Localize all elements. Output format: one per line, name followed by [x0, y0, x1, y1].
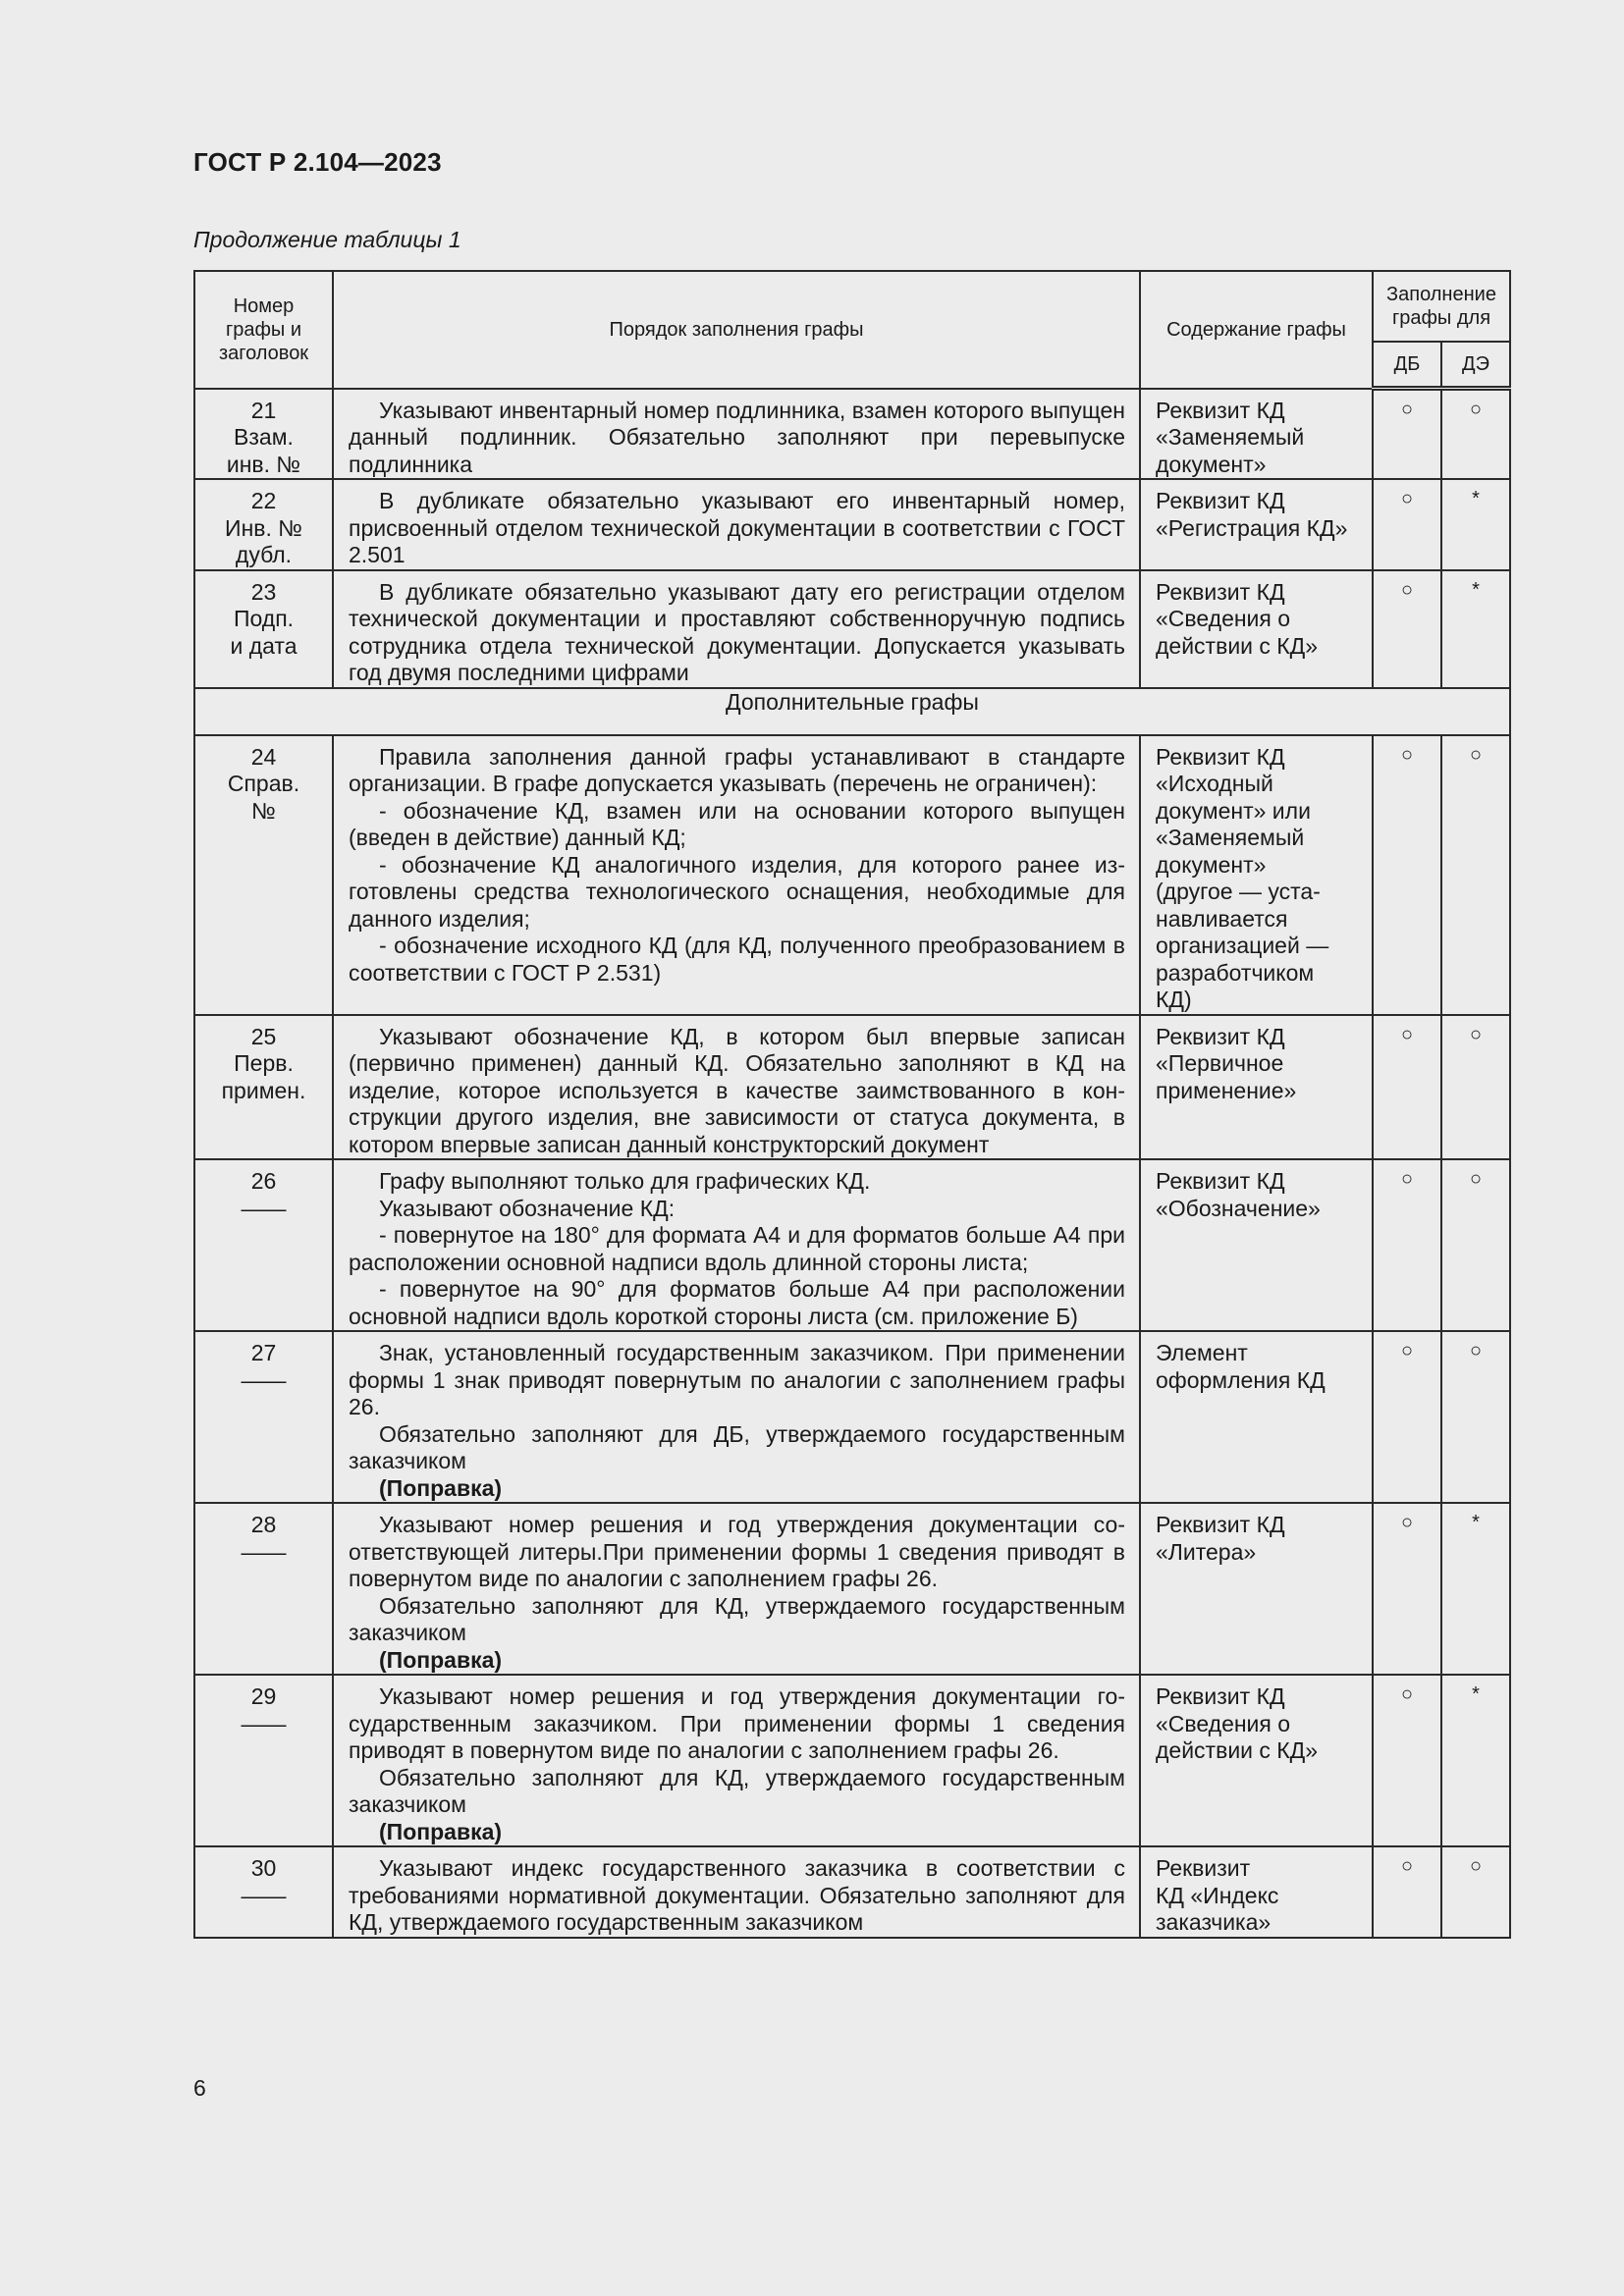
- field-number-line: 30: [250, 1855, 277, 1881]
- content-line: «Сведения о: [1156, 1710, 1291, 1736]
- content-cell: [1140, 1675, 1373, 1846]
- de-mark-cell: ○: [1441, 389, 1510, 480]
- db-mark-cell: ○: [1373, 570, 1441, 688]
- fill-order-paragraph: - обозначение КД, взамен или на основании которого выпущен (введен в действие) данный КД;: [349, 797, 1125, 850]
- field-number-line: 24: [250, 743, 277, 770]
- content-cell: [1140, 479, 1373, 570]
- db-mark-cell: ○: [1373, 389, 1441, 480]
- de-mark-cell: *: [1441, 1675, 1510, 1846]
- fill-order-cell: [333, 1331, 1140, 1503]
- header-fill: Заполнение графы для: [1373, 271, 1510, 342]
- content-line: Реквизит КД: [1156, 1168, 1285, 1194]
- page-number: 6: [193, 2075, 206, 2101]
- fill-order-cell: [333, 1015, 1140, 1160]
- field-number-cell: [194, 1015, 333, 1160]
- section-title: Дополнительные графы: [194, 688, 1510, 735]
- field-number-line: ——: [241, 1710, 287, 1736]
- field-number-line: ——: [241, 1882, 287, 1908]
- content-line: документ»: [1156, 451, 1267, 477]
- table-caption: Продолжение таблицы 1: [193, 227, 461, 252]
- content-line: «Исходный: [1156, 771, 1273, 796]
- content-line: заказчика»: [1156, 1909, 1272, 1935]
- field-number-line: Перв.: [234, 1050, 294, 1076]
- content-line: Реквизит: [1156, 1855, 1251, 1881]
- fill-order-paragraph: Указывают обозначение КД:: [379, 1195, 676, 1221]
- content-cell: [1140, 1015, 1373, 1160]
- de-mark-cell: ○: [1441, 1015, 1510, 1160]
- header-de: ДЭ: [1441, 342, 1510, 389]
- table-row: [194, 1159, 1510, 1331]
- header-order: Порядок заполнения графы: [333, 271, 1140, 389]
- table-row: [194, 1503, 1510, 1675]
- field-number-line: примен.: [221, 1077, 306, 1103]
- field-number-line: 26: [250, 1168, 277, 1194]
- field-number-line: ——: [241, 1366, 287, 1393]
- db-mark-cell: ○: [1373, 1846, 1441, 1938]
- de-mark-cell: *: [1441, 570, 1510, 688]
- field-number-line: 27: [250, 1340, 277, 1365]
- table-body-additional: [194, 735, 1510, 1938]
- fill-order-paragraph: Обязательно заполняют для КД, утверждаемого государственным заказчиком: [349, 1592, 1125, 1645]
- field-number-line: 21: [250, 397, 277, 423]
- content-line: «Сведения о: [1156, 606, 1291, 631]
- content-line: организацией —: [1156, 933, 1329, 958]
- fill-order-paragraph: - обозначение КД аналогичного изделия, для которого ранее изготовлены средства технологического оснащения, необходимые для данного изделия;: [349, 851, 1125, 932]
- de-mark-cell: ○: [1441, 1159, 1510, 1331]
- fields-table: [193, 270, 1511, 1939]
- content-cell: [1140, 1159, 1373, 1331]
- fill-order-paragraph: Указывают инвентарный номер подлинника, взамен которого выпущен данный подлинник. Обязательно заполняют при перевыпуске подлинника: [349, 397, 1125, 477]
- fill-order-paragraph: Указывают номер решения и год утверждения документации государственным заказчиком. При применении формы 1 сведения приводят в повернутом виде по аналогии с заполнением графы 26.: [349, 1683, 1125, 1763]
- content-cell: [1140, 389, 1373, 480]
- content-line: оформления КД: [1156, 1366, 1326, 1393]
- amendment-note: (Поправка): [379, 1646, 503, 1673]
- fill-order-cell: [333, 1846, 1140, 1938]
- table-row: [194, 570, 1510, 688]
- field-number-line: №: [251, 797, 276, 824]
- fill-order-cell: [333, 1675, 1140, 1846]
- content-line: Реквизит КД: [1156, 743, 1285, 770]
- section-row: [194, 688, 1510, 735]
- fill-order-paragraph: Указывают номер решения и год утверждения документации соответствующей литеры.При применении формы 1 сведения приводят в повернутом виде по аналогии с заполнением графы 26.: [349, 1512, 1125, 1591]
- field-number-line: 29: [250, 1683, 277, 1709]
- db-mark-cell: ○: [1373, 1675, 1441, 1846]
- content-line: КД «Индекс: [1156, 1882, 1279, 1908]
- content-cell: [1140, 735, 1373, 1015]
- content-line: Элемент: [1156, 1340, 1248, 1365]
- content-line: «Обозначение»: [1156, 1195, 1321, 1221]
- field-number-cell: [194, 1846, 333, 1938]
- fill-order-paragraph: В дубликате обязательно указывают его инвентарный номер, присвоенный отделом технической документации в соответствии с ГОСТ 2.501: [349, 488, 1125, 567]
- content-line: навливается: [1156, 905, 1288, 932]
- table-row: [194, 1015, 1510, 1160]
- field-number-line: инв. №: [226, 451, 301, 477]
- fill-order-paragraph: - повернутое на 180° для формата А4 и для форматов больше А4 при расположении основной надписи вдоль длинной стороны листа;: [349, 1222, 1125, 1275]
- fill-order-paragraph: Обязательно заполняют для КД, утверждаемого государственным заказчиком: [349, 1764, 1125, 1817]
- db-mark-cell: ○: [1373, 1015, 1441, 1160]
- db-mark-cell: ○: [1373, 1503, 1441, 1675]
- field-number-cell: [194, 1331, 333, 1503]
- field-number-cell: [194, 1503, 333, 1675]
- field-number-cell: [194, 1675, 333, 1846]
- content-line: Реквизит КД: [1156, 397, 1285, 423]
- table-row: [194, 1675, 1510, 1846]
- content-cell: [1140, 570, 1373, 688]
- db-mark-cell: ○: [1373, 1331, 1441, 1503]
- content-line: применение»: [1156, 1077, 1297, 1103]
- fill-order-cell: [333, 570, 1140, 688]
- fill-order-paragraph: Графу выполняют только для графических КД.: [379, 1168, 871, 1194]
- content-cell: [1140, 1846, 1373, 1938]
- content-line: Реквизит КД: [1156, 1683, 1285, 1709]
- table-row: [194, 1331, 1510, 1503]
- field-number-line: Подп.: [233, 606, 295, 631]
- db-mark-cell: ○: [1373, 479, 1441, 570]
- field-number-cell: [194, 479, 333, 570]
- content-line: «Заменяемый: [1156, 825, 1305, 850]
- de-mark-cell: *: [1441, 479, 1510, 570]
- field-number-line: дубл.: [235, 542, 293, 567]
- table-row: [194, 1846, 1510, 1938]
- db-mark-cell: ○: [1373, 1159, 1441, 1331]
- field-number-line: 25: [250, 1023, 277, 1049]
- header-content: Содержание графы: [1140, 271, 1373, 389]
- field-number-line: 22: [250, 488, 277, 513]
- field-number-cell: [194, 570, 333, 688]
- field-number-line: Справ.: [227, 771, 300, 796]
- content-line: КД): [1156, 987, 1192, 1012]
- content-cell: [1140, 1331, 1373, 1503]
- field-number-cell: [194, 1159, 333, 1331]
- field-number-line: и дата: [230, 632, 298, 659]
- table-row: [194, 735, 1510, 1015]
- content-line: Реквизит КД: [1156, 578, 1285, 605]
- content-line: разработчиком: [1156, 959, 1315, 986]
- fill-order-paragraph: - повернутое на 90° для форматов больше А4 при расположении основной надписи вдоль короткой стороны листа (см. приложение Б): [349, 1276, 1125, 1329]
- amendment-note: (Поправка): [379, 1818, 503, 1844]
- content-line: «Первичное: [1156, 1050, 1284, 1076]
- field-number-cell: [194, 389, 333, 480]
- fill-order-cell: [333, 479, 1140, 570]
- header-db: ДБ: [1373, 342, 1441, 389]
- content-cell: [1140, 1503, 1373, 1675]
- amendment-note: (Поправка): [379, 1474, 503, 1501]
- content-line: «Регистрация КД»: [1156, 514, 1348, 541]
- field-number-line: Инв. №: [225, 514, 302, 541]
- content-line: «Литера»: [1156, 1538, 1257, 1565]
- table-body-main: [194, 389, 1510, 688]
- content-line: Реквизит КД: [1156, 488, 1285, 513]
- document-code-header: ГОСТ Р 2.104—2023: [193, 147, 442, 177]
- fill-order-paragraph: Обязательно заполняют для ДБ, утверждаемого государственным заказчиком: [349, 1420, 1125, 1473]
- fill-order-paragraph: Указывают индекс государственного заказчика в соответствии с требованиями нормативной документации. Обязательно заполняют для КД, утверждаемого государственным заказчиком: [349, 1855, 1125, 1935]
- fill-order-cell: [333, 1159, 1140, 1331]
- content-line: Реквизит КД: [1156, 1023, 1285, 1049]
- field-number-line: 28: [250, 1512, 277, 1537]
- field-number-line: ——: [241, 1195, 287, 1221]
- fill-order-paragraph: В дубликате обязательно указывают дату его регистрации отделом технической документации и проставляют собственноручную подпись сотрудника отдела технической документации. Допускается указывать год двумя последними цифрами: [349, 578, 1125, 685]
- field-number-line: ——: [241, 1538, 287, 1565]
- fill-order-paragraph: Правила заполнения данной графы устанавливают в стандарте организации. В графе допускается указывать (перечень не ограничен):: [349, 743, 1125, 796]
- de-mark-cell: ○: [1441, 1331, 1510, 1503]
- fill-order-cell: [333, 389, 1140, 480]
- db-mark-cell: ○: [1373, 735, 1441, 1015]
- fill-order-cell: [333, 1503, 1140, 1675]
- fill-order-paragraph: Знак, установленный государственным заказчиком. При применении формы 1 знак приводят повернутым по аналогии с заполнением графы 26.: [349, 1340, 1125, 1419]
- table-body-section: [194, 688, 1510, 735]
- fill-order-cell: [333, 735, 1140, 1015]
- field-number-line: Взам.: [234, 424, 294, 450]
- content-line: документ» или: [1156, 797, 1311, 824]
- field-number-line: 23: [250, 578, 277, 605]
- table-row: [194, 389, 1510, 480]
- content-line: документ»: [1156, 851, 1267, 878]
- de-mark-cell: *: [1441, 1503, 1510, 1675]
- content-line: (другое — уста-: [1156, 879, 1321, 904]
- de-mark-cell: ○: [1441, 735, 1510, 1015]
- de-mark-cell: ○: [1441, 1846, 1510, 1938]
- fill-order-paragraph: Указывают обозначение КД, в котором был впервые записан (первично применен) данный КД. Обязательно заполняют в КД на изделие, которое используется в качестве заимствованного в конструкции другого изделия, вне зависимости от статуса документа, в котором впервые записан данный конструкторский документ: [349, 1023, 1125, 1157]
- content-line: Реквизит КД: [1156, 1512, 1285, 1537]
- header-num: Номер графы и заголовок: [194, 271, 333, 389]
- table-row: [194, 479, 1510, 570]
- content-line: действии с КД»: [1156, 1737, 1319, 1763]
- content-line: действии с КД»: [1156, 632, 1319, 659]
- content-line: «Заменяемый: [1156, 424, 1305, 450]
- field-number-cell: [194, 735, 333, 1015]
- fill-order-paragraph: - обозначение исходного КД (для КД, полученного преобразованием в соответствии с ГОСТ Р 2.531): [349, 933, 1125, 986]
